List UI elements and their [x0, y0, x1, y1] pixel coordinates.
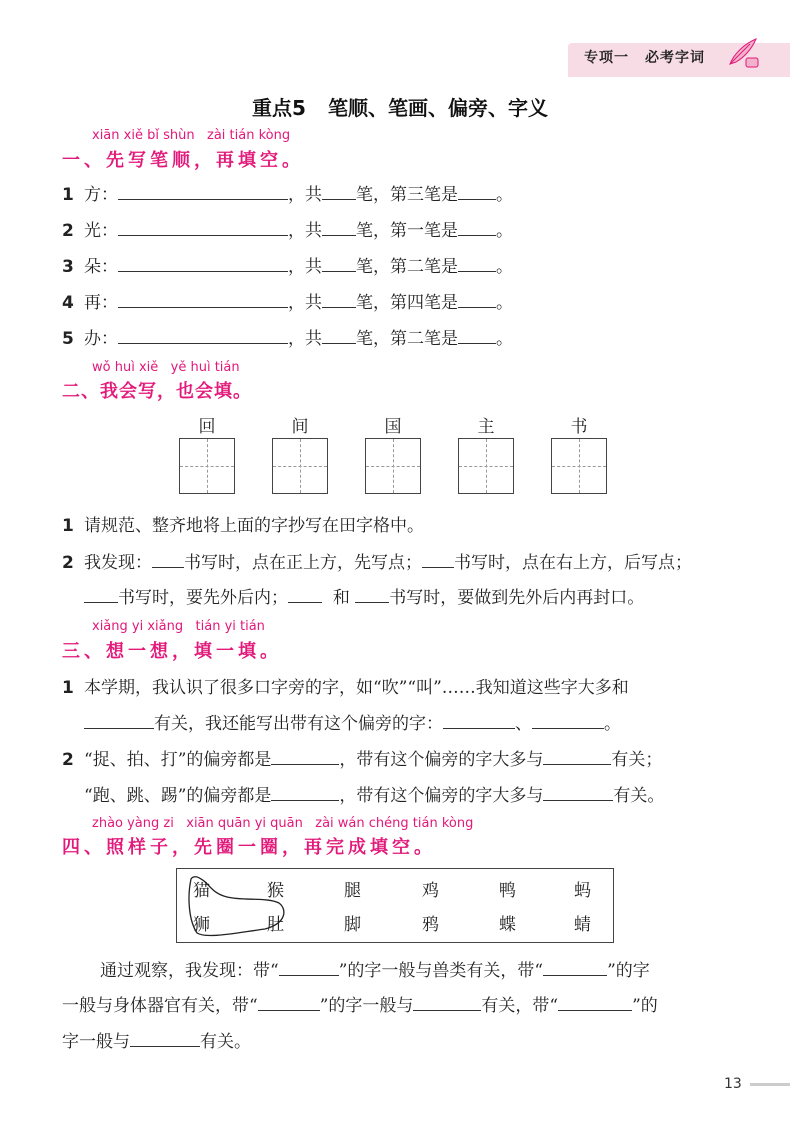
tianzige-cell[interactable]	[272, 438, 328, 494]
example-char[interactable]: 腿	[344, 881, 361, 901]
section4-pinyin: zhào yàng zi xiān quān yi quān zài wán chéng tián kòng	[92, 816, 474, 831]
stroke-item-5: 5 办： ，共 笔，第二笔是 。	[62, 329, 513, 349]
example-char[interactable]: 鸡	[422, 881, 439, 901]
example-char[interactable]: 蚂	[574, 881, 591, 901]
grid-label: 主	[477, 417, 495, 437]
answer-blank[interactable]	[543, 750, 611, 765]
section3-heading: 三、想一想，填一填。	[62, 641, 282, 662]
answer-blank[interactable]	[271, 786, 339, 801]
answer-blank[interactable]	[271, 750, 339, 765]
grid-label: 回	[198, 417, 216, 437]
stroke-answer-blank[interactable]	[458, 185, 496, 200]
stroke-count-blank[interactable]	[322, 221, 356, 236]
stroke-order-blank[interactable]	[118, 329, 288, 344]
grid-label: 书	[570, 417, 588, 437]
section3-q2-line1: 2 “捉、拍、打”的偏旁都是 ，带有这个偏旁的字大多与 有关；	[62, 750, 663, 770]
stroke-order-blank[interactable]	[118, 293, 288, 308]
section1-heading: 一、先写笔顺，再填空。	[62, 150, 304, 171]
example-char[interactable]: 蝶	[499, 915, 516, 935]
stroke-item-1: 1 方： ，共 笔，第三笔是 。	[62, 185, 513, 205]
stroke-item-4: 4 再： ，共 笔，第四笔是 。	[62, 293, 513, 313]
answer-blank[interactable]	[130, 1032, 200, 1047]
example-char[interactable]: 蜻	[574, 915, 591, 935]
answer-blank[interactable]	[413, 996, 481, 1011]
tianzige-cell[interactable]	[551, 438, 607, 494]
section3-q1-line2: 有关，我还能写出带有这个偏旁的字： 、 。	[84, 709, 621, 734]
section1-pinyin: xiān xiě bǐ shùn zài tián kòng	[92, 128, 291, 143]
answer-blank[interactable]	[422, 553, 454, 568]
page-number: 13	[724, 1076, 742, 1092]
grid-label: 国	[384, 417, 402, 437]
section4-paragraph-line1: 通过观察，我发现：带“ ”的字一般与兽类有关，带“ ”的字	[100, 961, 650, 981]
section2-pinyin: wǒ huì xiě yě huì tián	[92, 360, 240, 375]
section3-pinyin: xiǎng yi xiǎng tián yi tián	[92, 619, 265, 634]
answer-blank[interactable]	[258, 996, 320, 1011]
stroke-count-blank[interactable]	[322, 293, 356, 308]
answer-blank[interactable]	[84, 714, 154, 729]
stroke-order-blank[interactable]	[118, 185, 288, 200]
example-char[interactable]: 鸦	[422, 915, 439, 935]
tianzige-cell[interactable]	[179, 438, 235, 494]
page-title: 重点5 笔顺、笔画、偏旁、字义	[252, 96, 548, 120]
example-char: 狮	[193, 915, 210, 935]
section2-q1: 1 请规范、整齐地将上面的字抄写在田字格中。	[62, 516, 424, 536]
stroke-answer-blank[interactable]	[458, 293, 496, 308]
section3-q1-line1: 1 本学期，我认识了很多口字旁的字，如“吹”“叫”……我知道这些字大多和	[62, 678, 629, 698]
stroke-answer-blank[interactable]	[458, 221, 496, 236]
stroke-item-3: 3 朵： ，共 笔，第二笔是 。	[62, 257, 513, 277]
section4-paragraph-line2: 一般与身体器官有关，带“ ”的字一般与 有关，带“ ”的	[62, 996, 658, 1016]
section4-heading: 四、照样子，先圈一圈，再完成填空。	[62, 837, 436, 858]
feather-pen-icon	[724, 36, 764, 70]
stroke-answer-blank[interactable]	[458, 329, 496, 344]
answer-blank[interactable]	[355, 588, 389, 603]
answer-blank[interactable]	[543, 786, 613, 801]
example-char[interactable]: 脚	[344, 915, 361, 935]
stroke-count-blank[interactable]	[322, 185, 356, 200]
answer-blank[interactable]	[558, 996, 632, 1011]
section3-q2-line2: “跑、跳、踢”的偏旁都是 ，带有这个偏旁的字大多与 有关。	[84, 786, 665, 806]
answer-blank[interactable]	[279, 961, 339, 976]
example-char: 猴	[267, 881, 284, 901]
section4-paragraph-line3: 字一般与 有关。	[62, 1032, 251, 1052]
answer-blank[interactable]	[443, 714, 515, 729]
tianzige-cell[interactable]	[458, 438, 514, 494]
example-char[interactable]: 鸭	[499, 881, 516, 901]
stroke-item-2: 2 光： ，共 笔，第一笔是 。	[62, 221, 513, 241]
header-banner-text: 专项一 必考字词	[584, 50, 705, 66]
tianzige-cell[interactable]	[365, 438, 421, 494]
stroke-answer-blank[interactable]	[458, 257, 496, 272]
section2-q2-line1: 2 我发现： 书写时，点在正上方，先写点； 书写时，点在右上方，后写点；	[62, 553, 692, 573]
example-char: 猫	[193, 881, 210, 901]
page-number-rule	[750, 1083, 790, 1086]
stroke-count-blank[interactable]	[322, 257, 356, 272]
section2-heading: 二、我会写，也会填。	[62, 381, 252, 402]
answer-blank[interactable]	[288, 588, 322, 603]
answer-blank[interactable]	[84, 588, 118, 603]
example-char[interactable]: 肚	[267, 915, 284, 935]
answer-blank[interactable]	[543, 961, 607, 976]
answer-blank[interactable]	[532, 714, 604, 729]
grid-label: 间	[291, 417, 309, 437]
stroke-count-blank[interactable]	[322, 329, 356, 344]
stroke-order-blank[interactable]	[118, 257, 288, 272]
character-box	[176, 868, 614, 943]
answer-blank[interactable]	[152, 553, 184, 568]
section2-q2-line2: 书写时，要先外后内； 和 书写时，要做到先外后内再封口。	[84, 583, 644, 608]
stroke-order-blank[interactable]	[118, 221, 288, 236]
